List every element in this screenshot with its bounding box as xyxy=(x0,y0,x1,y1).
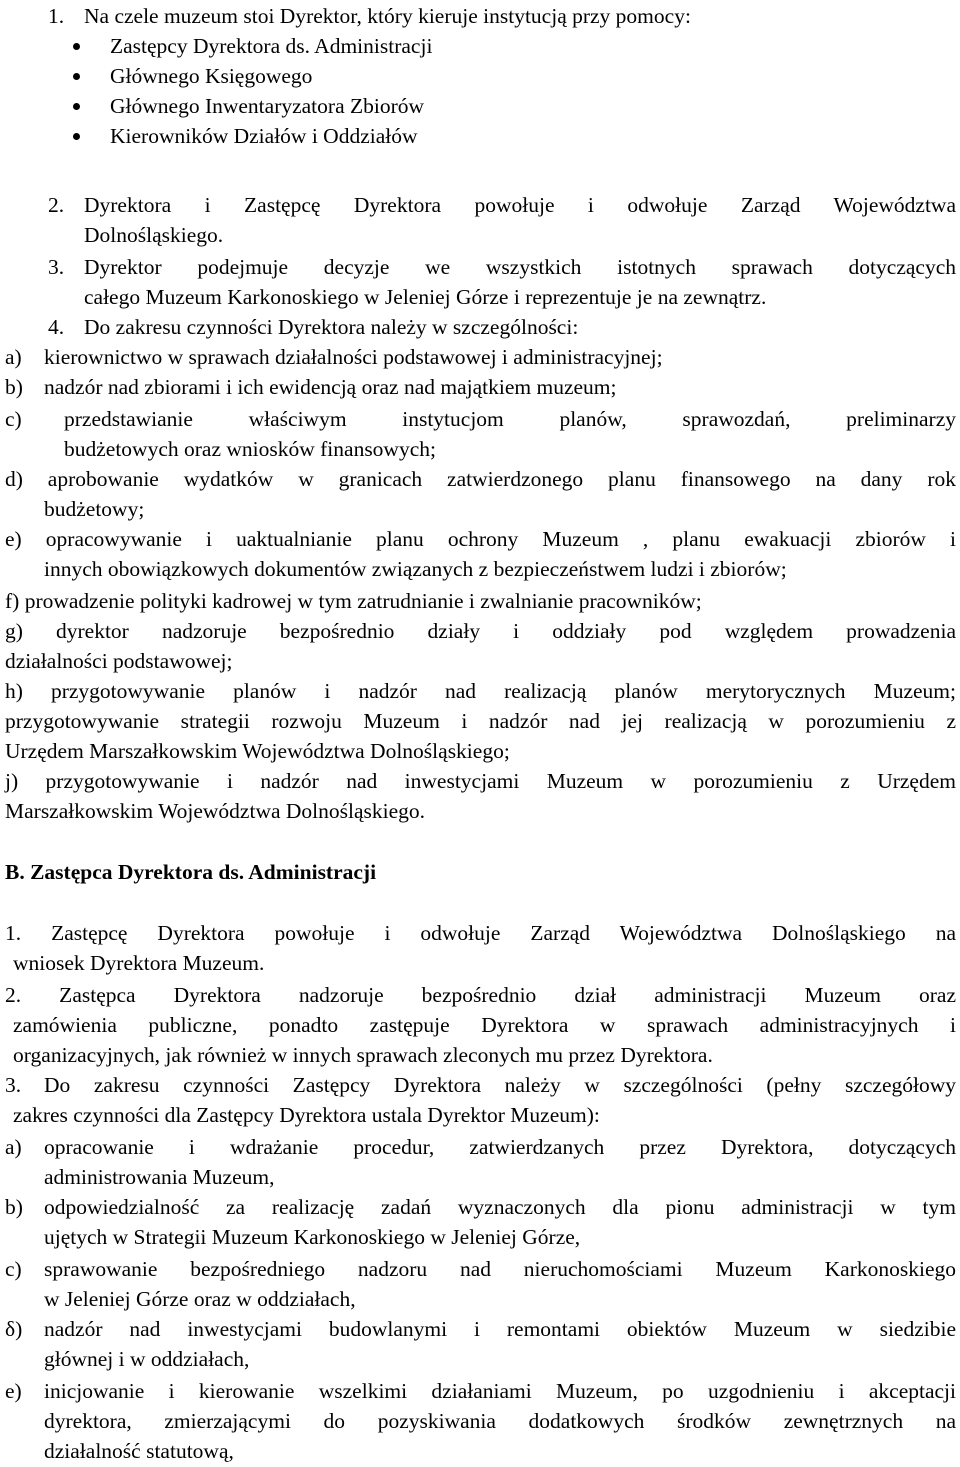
p1-number: 1. xyxy=(48,4,65,28)
item-text: w Jeleniej Górze oraz w oddziałach, xyxy=(44,1287,356,1311)
item-text: innych obowiązkowych dokumentów związanych z bezpieczeństwem ludzi i zbiorów; xyxy=(44,557,787,581)
bullet-item: Głównego Księgowego xyxy=(110,64,313,88)
bullet-item: Zastępcy Dyrektora ds. Administracji xyxy=(110,34,433,58)
item-text: Marszałkowskim Województwa Dolnośląskiego. xyxy=(5,799,426,823)
p2-line: Dyrektora i Zastępcę Dyrektora powołuje i odwołuje Zarząd Województwa xyxy=(84,193,956,217)
item-text: budżetowy; xyxy=(44,497,145,521)
item-text: administrowania Muzeum, xyxy=(44,1165,275,1189)
p3-number: 3. xyxy=(5,1073,22,1097)
p2-line: Dolnośląskiego. xyxy=(84,223,224,247)
p2-line: zamówienia publiczne, ponadto zastępuje Dyrektora w sprawach administracyjnych i xyxy=(13,1013,956,1037)
item-text: opracowanie i wdrażanie procedur, zatwierdzanych przez Dyrektora, dotyczących xyxy=(44,1135,956,1159)
item-text: głównej i w oddziałach, xyxy=(44,1347,250,1371)
bullet-item: Głównego Inwentaryzatora Zbiorów xyxy=(110,94,425,118)
item-text: działalność statutową, xyxy=(44,1439,234,1463)
p4-text: Do zakresu czynności Dyrektora należy w szczególności: xyxy=(84,315,579,339)
bullet-icon xyxy=(73,73,80,80)
item-label: b) xyxy=(5,375,23,399)
section-heading: B. Zastępca Dyrektora ds. Administracji xyxy=(5,860,377,884)
p3-line: Do zakresu czynności Zastępcy Dyrektora należy w szczególności (pełny szczegółowy xyxy=(44,1073,956,1097)
p2-line: organizacyjnych, jak również w innych sprawach zleconych mu przez Dyrektora. xyxy=(13,1043,713,1067)
item-text: nadzór nad inwestycjami budowlanymi i remontami obiektów Muzeum w siedzibie xyxy=(44,1317,956,1341)
bullet-icon xyxy=(73,133,80,140)
item-text: ujętych w Strategii Muzeum Karkonoskiego w Jeleniej Górze, xyxy=(44,1225,581,1249)
p3-line: zakres czynności dla Zastępcy Dyrektora ustala Dyrektor Muzeum): xyxy=(13,1103,600,1127)
item-label: b) xyxy=(5,1195,23,1219)
p1-line: 1. Zastępcę Dyrektora powołuje i odwołuje Zarząd Województwa Dolnośląskiego na xyxy=(5,921,956,945)
p3-line: Dyrektor podejmuje decyzje we wszystkich istotnych sprawach dotyczących xyxy=(84,255,956,279)
p3-line: całego Muzeum Karkonoskiego w Jeleniej Górze i reprezentuje je na zewnątrz. xyxy=(84,285,767,309)
item-text: przygotowywanie strategii rozwoju Muzeum i nadzór nad jej realizacją w porozumieniu z xyxy=(5,709,956,733)
bullet-icon xyxy=(73,103,80,110)
item-text: Urzędem Marszałkowskim Województwa Dolnośląskiego; xyxy=(5,739,510,763)
item-text: dyrektora, zmierzającymi do pozyskiwania dodatkowych środków zewnętrznych na xyxy=(44,1409,956,1433)
item-text: odpowiedzialność za realizację zadań wyznaczonych dla pionu administracji w tym xyxy=(44,1195,956,1219)
item-text: d) aprobowanie wydatków w granicach zatwierdzonego planu finansowego na dany rok xyxy=(5,467,956,491)
item-text: działalności podstawowej; xyxy=(5,649,233,673)
item-text: budżetowych oraz wniosków finansowych; xyxy=(64,437,436,461)
p1-text: Na czele muzeum stoi Dyrektor, który kieruje instytucją przy pomocy: xyxy=(84,4,691,28)
item-label: e) xyxy=(5,1379,22,1403)
item-text: g) dyrektor nadzoruje bezpośrednio działy i oddziały pod względem prowadzenia xyxy=(5,619,956,643)
item-text: kierownictwo w sprawach działalności podstawowej i administracyjnej; xyxy=(44,345,663,369)
item-text: przedstawianie właściwym instytucjom planów, sprawozdań, preliminarzy xyxy=(64,407,956,431)
item-label: a) xyxy=(5,1135,22,1159)
p2-line: 2. Zastępca Dyrektora nadzoruje bezpośrednio dział administracji Muzeum oraz xyxy=(5,983,956,1007)
item-text: e) opracowywanie i uaktualnianie planu ochrony Muzeum , planu ewakuacji zbiorów i xyxy=(5,527,956,551)
item-text: j) przygotowywanie i nadzór nad inwestycjami Muzeum w porozumieniu z Urzędem xyxy=(5,769,956,793)
item-text: nadzór nad zbiorami i ich ewidencją oraz nad majątkiem muzeum; xyxy=(44,375,617,399)
item-text: f) prowadzenie polityki kadrowej w tym zatrudnianie i zwalnianie pracowników; xyxy=(5,589,702,613)
p1-line: wniosek Dyrektora Muzeum. xyxy=(13,951,265,975)
item-label: c) xyxy=(5,1257,22,1281)
item-text: sprawowanie bezpośredniego nadzoru nad nieruchomościami Muzeum Karkonoskiego xyxy=(44,1257,956,1281)
item-label: c) xyxy=(5,407,22,431)
item-text: inicjowanie i kierowanie wszelkimi działaniami Muzeum, po uzgodnieniu i akceptacji xyxy=(44,1379,956,1403)
item-label: a) xyxy=(5,345,22,369)
item-text: h) przygotowywanie planów i nadzór nad realizacją planów merytorycznych Muzeum; xyxy=(5,679,956,703)
bullet-item: Kierowników Działów i Oddziałów xyxy=(110,124,418,148)
p4-number: 4. xyxy=(48,315,65,339)
bullet-icon xyxy=(73,43,80,50)
p2-number: 2. xyxy=(48,193,65,217)
p3-number: 3. xyxy=(48,255,65,279)
item-label: δ) xyxy=(5,1317,23,1341)
